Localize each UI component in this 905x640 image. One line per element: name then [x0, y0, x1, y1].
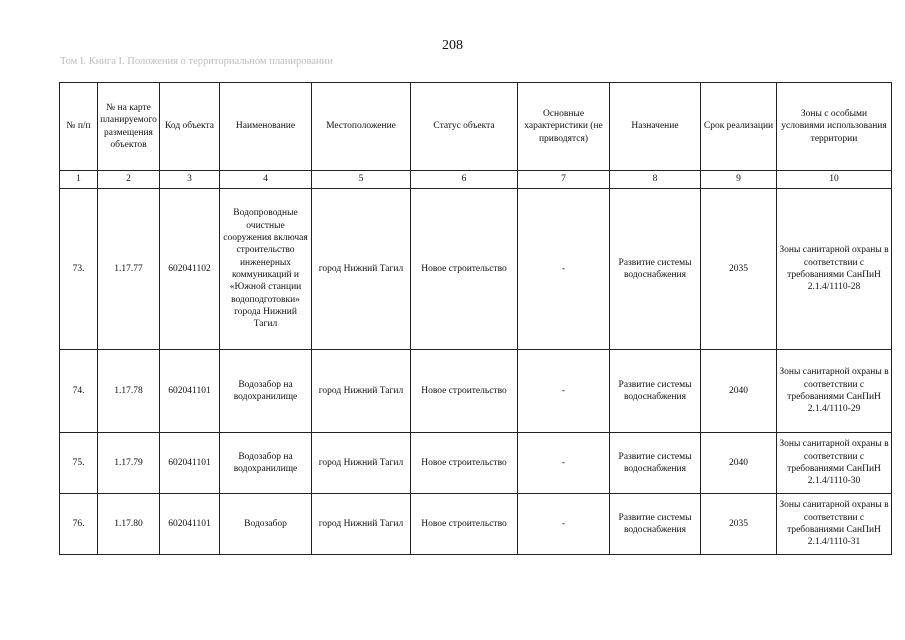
cell-purpose: Развитие системы водоснабжения [610, 433, 701, 494]
cell-location: город Нижний Тагил [312, 189, 411, 350]
header-cell-num: № п/п [60, 83, 98, 171]
column-number: 2 [98, 171, 160, 189]
column-number: 8 [610, 171, 701, 189]
header-cell-name: Наименование [220, 83, 312, 171]
cell-name: Водопроводные очистные сооружения включая строительство инженерных коммуникаций и «Южной станции водоподготовки» города Нижний Тагил [220, 189, 312, 350]
cell-location: город Нижний Тагил [312, 494, 411, 555]
header-cell-code: Код объекта [160, 83, 220, 171]
cell-map-no: 1.17.80 [98, 494, 160, 555]
cell-status: Новое строительство [411, 189, 518, 350]
cell-characteristics: - [518, 433, 610, 494]
cell-purpose: Развитие системы водоснабжения [610, 350, 701, 433]
column-number: 5 [312, 171, 411, 189]
cell-code: 602041102 [160, 189, 220, 350]
cell-num: 73. [60, 189, 98, 350]
column-number: 7 [518, 171, 610, 189]
cell-term: 2040 [701, 350, 777, 433]
cell-name: Водозабор на водохранилище [220, 350, 312, 433]
table-header-row [60, 83, 892, 171]
cell-status: Новое строительство [411, 433, 518, 494]
cell-name: Водозабор на водохранилище [220, 433, 312, 494]
cell-purpose: Развитие системы водоснабжения [610, 189, 701, 350]
cell-map-no: 1.17.78 [98, 350, 160, 433]
cell-location: город Нижний Тагил [312, 350, 411, 433]
cell-code: 602041101 [160, 494, 220, 555]
table-row [60, 189, 892, 350]
cell-characteristics: - [518, 350, 610, 433]
cell-map-no: 1.17.79 [98, 433, 160, 494]
cell-term: 2040 [701, 433, 777, 494]
column-number: 4 [220, 171, 312, 189]
cell-map-no: 1.17.77 [98, 189, 160, 350]
cell-zones: Зоны санитарной охраны в соответствии с требованиями СанПиН 2.1.4/1110-28 [777, 189, 892, 350]
cell-zones: Зоны санитарной охраны в соответствии с требованиями СанПиН 2.1.4/1110-31 [777, 494, 892, 555]
cell-zones: Зоны санитарной охраны в соответствии с требованиями СанПиН 2.1.4/1110-29 [777, 350, 892, 433]
running-header: Том I. Книга I. Положения о территориальном планировании [60, 56, 333, 67]
table-row [60, 433, 892, 494]
cell-zones: Зоны санитарной охраны в соответствии с требованиями СанПиН 2.1.4/1110-30 [777, 433, 892, 494]
header-cell-map-no: № на карте планируемого размещения объектов [98, 83, 160, 171]
cell-characteristics: - [518, 494, 610, 555]
header-cell-zones: Зоны с особыми условиями использования территории [777, 83, 892, 171]
cell-num: 76. [60, 494, 98, 555]
column-number: 6 [411, 171, 518, 189]
header-cell-purpose: Назначение [610, 83, 701, 171]
column-number: 3 [160, 171, 220, 189]
column-number: 10 [777, 171, 892, 189]
cell-term: 2035 [701, 494, 777, 555]
cell-code: 602041101 [160, 350, 220, 433]
column-numbers-row [60, 171, 892, 189]
column-number: 1 [60, 171, 98, 189]
cell-location: город Нижний Тагил [312, 433, 411, 494]
cell-characteristics: - [518, 189, 610, 350]
table-row [60, 494, 892, 555]
cell-num: 74. [60, 350, 98, 433]
header-cell-status: Статус объекта [411, 83, 518, 171]
objects-table [59, 82, 892, 555]
cell-status: Новое строительство [411, 494, 518, 555]
header-cell-term: Срок реализации [701, 83, 777, 171]
header-cell-location: Местоположение [312, 83, 411, 171]
cell-name: Водозабор [220, 494, 312, 555]
cell-num: 75. [60, 433, 98, 494]
cell-term: 2035 [701, 189, 777, 350]
header-cell-characteristics: Основные характеристики (не приводятся) [518, 83, 610, 171]
cell-purpose: Развитие системы водоснабжения [610, 494, 701, 555]
column-number: 9 [701, 171, 777, 189]
cell-status: Новое строительство [411, 350, 518, 433]
cell-code: 602041101 [160, 433, 220, 494]
page-number: 208 [442, 38, 463, 53]
table-row [60, 350, 892, 433]
